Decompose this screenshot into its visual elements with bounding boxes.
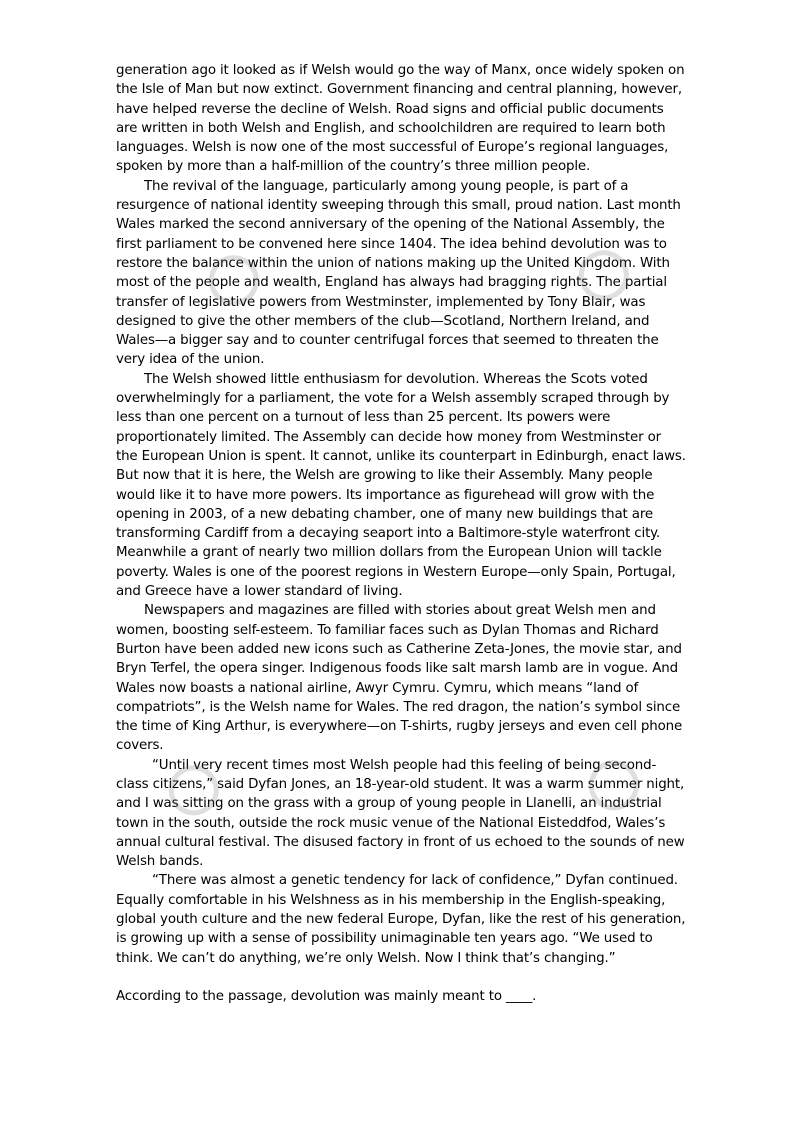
paragraph-5: “Until very recent times most Welsh people had this feeling of being second-class citizens,” said Dyfan Jones, an 18-year-old student. It was a warm summer night, and I was sitting on the grass with a group of young people in Llanelli, an industrial town in the south, outside the rock music venue of the National Eisteddfod, Wales’s annual cultural festival. The disused factory in front of us echoed to the sounds of new Welsh bands. [116,757,685,870]
paragraph-1: generation ago it looked as if Welsh would go the way of Manx, once widely spoken on the Isle of Man but now extinct. Government financing and central planning, however, have helped reverse the decline of Welsh. Road signs and official public documents are written in both Welsh and English, and schoolchildren are required to learn both languages. Welsh is now one of the most successful of Europe’s regional languages, spoken by more than a half-million of the country’s three million people. [116,63,685,175]
paragraph-3: The Welsh showed little enthusiasm for devolution. Whereas the Scots voted overwhelmingly for a parliament, the vote for a Welsh assembly scraped through by less than one percent on a turnout of less than 25 percent. Its powers were proportionately limited. The Assembly can decide how money from Westminster or the European Union is spent. It cannot, unlike its counterpart in Edinburgh, enact laws. But now that it is here, the Welsh are growing to like their Assembly. Many people would like it to have more powers. Its importance as figurehead will grow with the opening in 2003, of a new debating chamber, one of many new buildings that are transforming Cardiff from a decaying seaport into a Baltimore-style waterfront city. Meanwhile a grant of nearly two million dollars from the European Union will tackle poverty. Wales is one of the poorest regions in Western Europe—only Spain, Portugal, and Greece have a lower standard of living. [116,371,686,600]
question-text: According to the passage, devolution was mainly meant to ____. [116,988,537,1004]
document-page [116,61,686,1006]
paragraph-2: The revival of the language, particularly among young people, is part of a resurgence of national identity sweeping through this small, proud nation. Last month Wales marked the second anniversary of the opening of the National Assembly, the first parliament to be convened here since 1404. The idea behind devolution was to restore the balance within the union of nations making up the United Kingdom. With most of the people and wealth, England has always had bragging rights. The partial transfer of legislative powers from Westminster, implemented by Tony Blair, was designed to give the other members of the club—Scotland, Northern Ireland, and Wales—a bigger say and to counter centrifugal forces that seemed to threaten the very idea of the union. [116,178,681,368]
paragraph-4: Newspapers and magazines are filled with stories about great Welsh men and women, boosting self-esteem. To familiar faces such as Dylan Thomas and Richard Burton have been added new icons such as Catherine Zeta-Jones, the movie star, and Bryn Terfel, the opera singer. Indigenous foods like salt marsh lamb are in vogue. And Wales now boasts a national airline, Awyr Cymru. Cymru, which means “land of compatriots”, is the Welsh name for Wales. The red dragon, the nation’s symbol since the time of King Arthur, is everywhere—on T-shirts, rugby jerseys and even cell phone covers. [116,603,683,754]
paragraph-6: “There was almost a genetic tendency for lack of confidence,” Dyfan continued. Equally comfortable in his Welshness as in his membership in the English-speaking, global youth culture and the new federal Europe, Dyfan, like the rest of his generation, is growing up with a sense of possibility unimaginable ten years ago. “We used to think. We can’t do anything, we’re only Welsh. Now I think that’s changing.” [116,873,686,966]
